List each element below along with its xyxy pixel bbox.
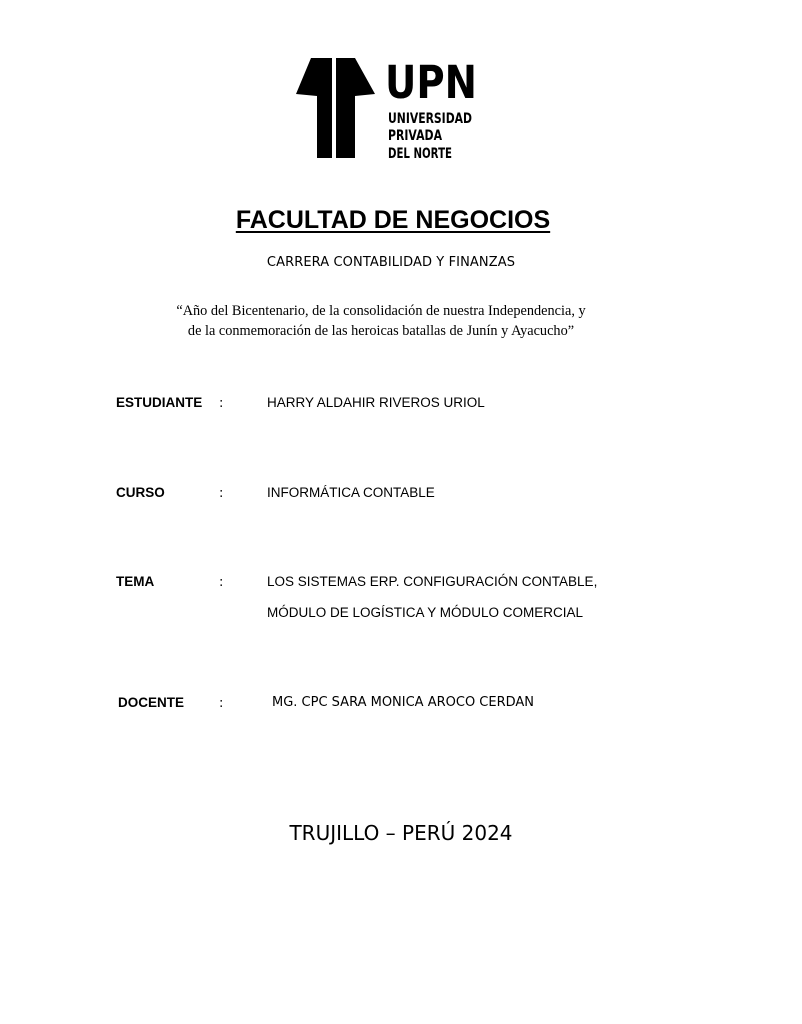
student-separator: : bbox=[219, 396, 224, 411]
student-name: HARRY ALDAHIR RIVEROS URIOL bbox=[267, 395, 485, 410]
student-label: ESTUDIANTE bbox=[116, 395, 203, 410]
place-date: TRUJILLO – PERÚ 2024 bbox=[289, 821, 513, 845]
course-name: INFORMÁTICA CONTABLE bbox=[267, 485, 435, 500]
logo-acronym: UPN bbox=[385, 56, 477, 109]
topic-line1: LOS SISTEMAS ERP. CONFIGURACIÓN CONTABLE, bbox=[267, 574, 598, 589]
course-label: CURSO bbox=[116, 485, 165, 500]
logo-name-line1: UNIVERSIDAD bbox=[388, 111, 472, 127]
logo-mark-left bbox=[296, 58, 332, 158]
year-motto-line2: de la conmemoración de las heroicas batallas de Junín y Ayacucho” bbox=[187, 323, 575, 339]
teacher-label: DOCENTE bbox=[118, 695, 185, 710]
logo-mark-right bbox=[336, 58, 375, 158]
teacher-name: MG. CPC SARA MONICA AROCO CERDAN bbox=[272, 695, 535, 710]
logo-name-line2: PRIVADA bbox=[388, 128, 443, 144]
topic-label: TEMA bbox=[116, 574, 155, 589]
logo-name-line3: DEL NORTE bbox=[388, 146, 452, 162]
year-motto bbox=[150, 301, 612, 341]
teacher-separator: : bbox=[219, 696, 224, 711]
topic-separator: : bbox=[219, 575, 224, 590]
career-name: CARRERA CONTABILIDAD Y FINANZAS bbox=[266, 255, 516, 270]
faculty-title: FACULTAD DE NEGOCIOS bbox=[235, 206, 551, 234]
year-motto-line1: “Año del Bicentenario, de la consolidación de nuestra Independencia, y bbox=[176, 303, 586, 319]
topic-line2: MÓDULO DE LOGÍSTICA Y MÓDULO COMERCIAL bbox=[267, 605, 584, 620]
university-logo bbox=[292, 54, 482, 164]
course-separator: : bbox=[219, 486, 224, 501]
